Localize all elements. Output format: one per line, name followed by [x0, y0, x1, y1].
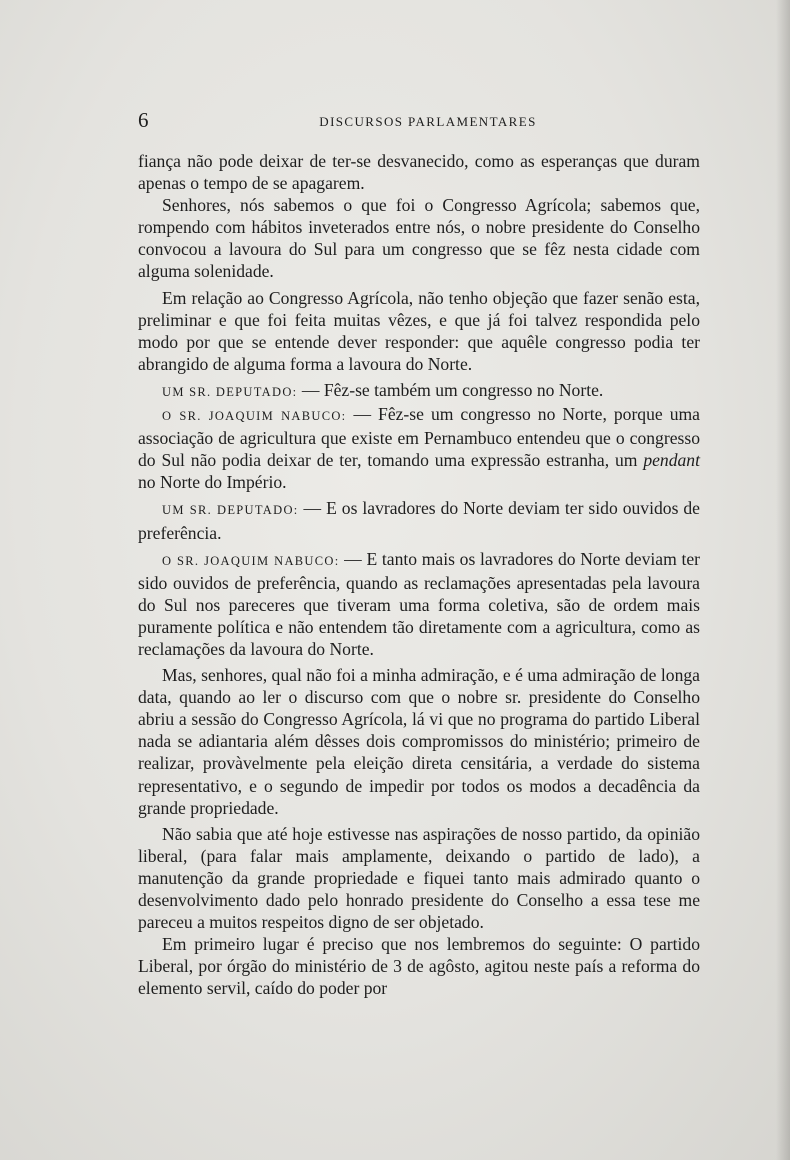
paragraph: Não sabia que até hoje estivesse nas aspirações de nosso partido, da opinião liberal, (para falar mais amplamente, deixando o partido de lado), a manutenção da grande propriedade e fiquei tanto mais admirado quanto o desenvolvimento dado pelo honrado presidente do Conselho a essa tese me pareceu a muitos respeitos digno de ser objetado. [138, 823, 700, 933]
speech-paragraph [138, 403, 700, 493]
italic-term: pendant [643, 450, 700, 471]
paragraph: Em primeiro lugar é preciso que nos lembremos do seguinte: O partido Liberal, por órgão do ministério de 3 de agôsto, agitou neste país a reforma do elemento servil, caído do poder por [138, 934, 700, 999]
speech-text: — Fêz-se um congresso no Norte, porque uma associação de agricultura que existe em Pernambuco entendeu que o congresso do Sul não podia deixar de ter, tomando uma expressão estranha, um [138, 404, 700, 471]
page-number: 6 [138, 108, 149, 132]
running-title: DISCURSOS PARLAMENTARES [319, 114, 537, 129]
body-text [138, 150, 700, 999]
speech-text: — E tanto mais os lavradores do Norte deviam ter sido ouvidos de preferência, quando as reclamações apresentadas pela lavoura do Sul nos pareceres que tiveram uma forma coletiva, são de ordem mais puramente política e não entendem tão diretamente com a agricultura, como as reclamações da lavoura do Norte. [138, 548, 700, 659]
speaker-name: UM SR. DEPUTADO: [162, 384, 298, 399]
page-header [138, 108, 700, 136]
paragraph: Mas, senhores, qual não foi a minha admiração, e é uma admiração de longa data, quando ao ler o discurso com que o nobre sr. presidente do Conselho abriu a sessão do Congresso Agrícola, lá vi que no programa do partido Liberal nada se adiantaria além dêsses dois compromissos do ministério; primeiro de realizar, provàvelmente pela eleição direta censitária, a verdade do sistema representativo, e o segundo de impedir por todos os modos a decadência da grande propriedade. [138, 665, 700, 818]
speaker-name: O SR. JOAQUIM NABUCO: [162, 553, 340, 568]
paragraph: Senhores, nós sabemos o que foi o Congresso Agrícola; sabemos que, rompendo com hábitos inveterados entre nós, o nobre presidente do Conselho convocou a lavoura do Sul para um congresso que se fêz nesta cidade com alguma solenidade. [138, 195, 700, 282]
speech-paragraph [138, 548, 700, 660]
speech-text: no Norte do Império. [138, 472, 287, 493]
paragraph: Em relação ao Congresso Agrícola, não tenho objeção que fazer senão esta, preliminar e que foi feita muitas vêzes, e que já foi talvez respondida pelo modo por que se entende dever responder: que aquêle congresso podia ter abrangido de alguma forma a lavoura do Norte. [138, 287, 700, 374]
speech-text: — E os lavradores do Norte deviam ter sido ouvidos de preferência. [138, 498, 700, 543]
speech-paragraph [138, 379, 700, 403]
paragraph: fiança não pode deixar de ter-se desvanecido, como as esperanças que duram apenas o tempo de se apagarem. [138, 151, 700, 194]
speech-paragraph [138, 497, 700, 543]
page-edge-shadow [776, 0, 790, 1160]
speaker-name: UM SR. DEPUTADO: [162, 503, 299, 518]
speaker-name: O SR. JOAQUIM NABUCO: [162, 409, 347, 424]
speech-text: — Fêz-se também um congresso no Norte. [297, 379, 604, 400]
